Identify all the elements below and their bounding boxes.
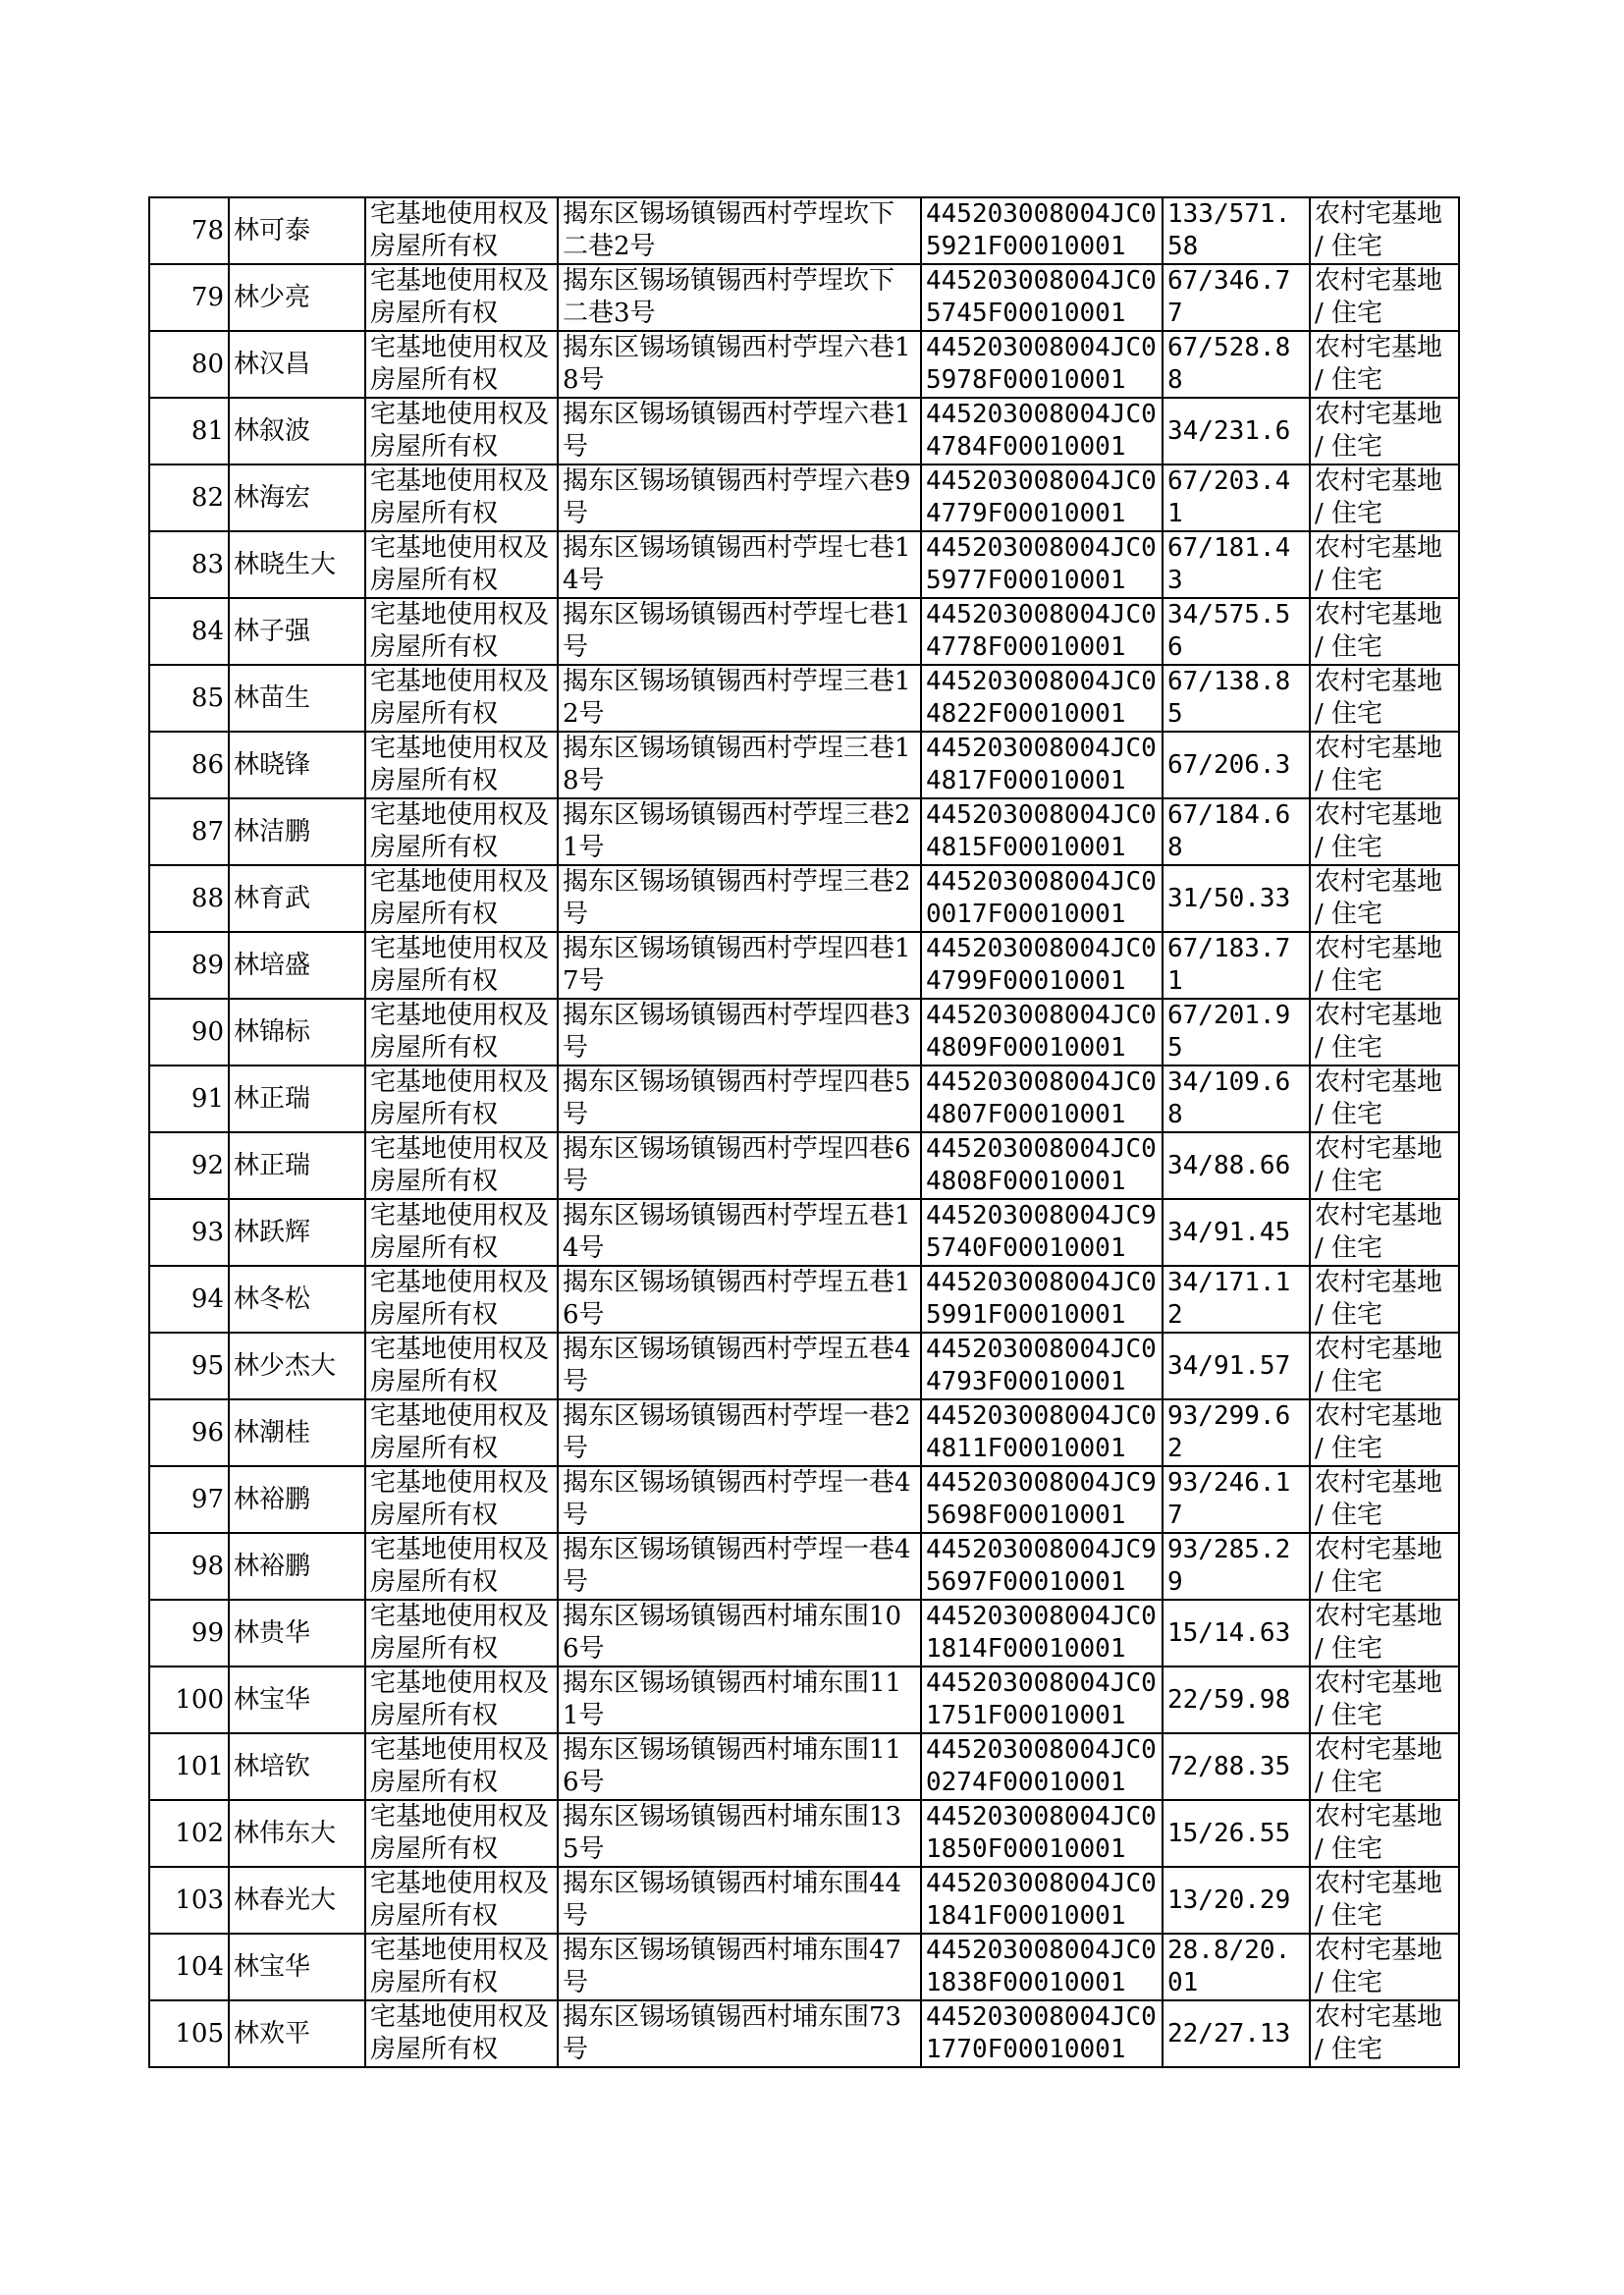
usage-type: 农村宅基地 / 住宅	[1310, 1934, 1459, 2000]
right-type: 宅基地使用权及房屋所有权	[365, 197, 558, 264]
row-number: 88	[149, 865, 229, 932]
usage-type: 农村宅基地 / 住宅	[1310, 331, 1459, 398]
usage-type: 农村宅基地 / 住宅	[1310, 1066, 1459, 1132]
row-number: 86	[149, 732, 229, 798]
unit-code: 445203008004JC04807F00010001	[921, 1066, 1163, 1132]
table-row	[149, 1867, 1459, 1934]
row-number: 93	[149, 1199, 229, 1266]
owner-name: 林子强	[229, 598, 365, 665]
row-number: 101	[149, 1733, 229, 1800]
table-row	[149, 464, 1459, 531]
usage-type: 农村宅基地 / 住宅	[1310, 865, 1459, 932]
unit-code: 445203008004JC95740F00010001	[921, 1199, 1163, 1266]
table-row	[149, 1600, 1459, 1667]
row-number: 83	[149, 531, 229, 598]
unit-code: 445203008004JC05745F00010001	[921, 264, 1163, 331]
area-value: 67/201.95	[1163, 999, 1310, 1066]
usage-type: 农村宅基地 / 住宅	[1310, 398, 1459, 464]
table-row	[149, 1132, 1459, 1199]
table-row	[149, 932, 1459, 999]
right-type: 宅基地使用权及房屋所有权	[365, 999, 558, 1066]
property-location: 揭东区锡场镇锡西村苧埕六巷9号	[558, 464, 921, 531]
unit-code: 445203008004JC04815F00010001	[921, 798, 1163, 865]
usage-type: 农村宅基地 / 住宅	[1310, 464, 1459, 531]
table-row	[149, 798, 1459, 865]
area-value: 15/26.55	[1163, 1800, 1310, 1867]
row-number: 95	[149, 1333, 229, 1399]
table-row	[149, 1533, 1459, 1600]
right-type: 宅基地使用权及房屋所有权	[365, 1399, 558, 1466]
owner-name: 林叙波	[229, 398, 365, 464]
property-location: 揭东区锡场镇锡西村苧埕一巷4号	[558, 1533, 921, 1600]
row-number: 85	[149, 665, 229, 732]
unit-code: 445203008004JC04799F00010001	[921, 932, 1163, 999]
right-type: 宅基地使用权及房屋所有权	[365, 598, 558, 665]
owner-name: 林跃辉	[229, 1199, 365, 1266]
owner-name: 林少亮	[229, 264, 365, 331]
area-value: 34/109.68	[1163, 1066, 1310, 1132]
unit-code: 445203008004JC01850F00010001	[921, 1800, 1163, 1867]
owner-name: 林宝华	[229, 1934, 365, 2000]
table-row	[149, 598, 1459, 665]
area-value: 67/528.88	[1163, 331, 1310, 398]
right-type: 宅基地使用权及房屋所有权	[365, 531, 558, 598]
usage-type: 农村宅基地 / 住宅	[1310, 197, 1459, 264]
table-row	[149, 1199, 1459, 1266]
right-type: 宅基地使用权及房屋所有权	[365, 1266, 558, 1333]
row-number: 104	[149, 1934, 229, 2000]
property-location: 揭东区锡场镇锡西村苧埕四巷3号	[558, 999, 921, 1066]
right-type: 宅基地使用权及房屋所有权	[365, 1600, 558, 1667]
area-value: 93/299.62	[1163, 1399, 1310, 1466]
owner-name: 林贵华	[229, 1600, 365, 1667]
right-type: 宅基地使用权及房屋所有权	[365, 1199, 558, 1266]
owner-name: 林汉昌	[229, 331, 365, 398]
usage-type: 农村宅基地 / 住宅	[1310, 1867, 1459, 1934]
usage-type: 农村宅基地 / 住宅	[1310, 999, 1459, 1066]
right-type: 宅基地使用权及房屋所有权	[365, 932, 558, 999]
usage-type: 农村宅基地 / 住宅	[1310, 1466, 1459, 1533]
right-type: 宅基地使用权及房屋所有权	[365, 865, 558, 932]
table-row	[149, 665, 1459, 732]
row-number: 81	[149, 398, 229, 464]
unit-code: 445203008004JC00274F00010001	[921, 1733, 1163, 1800]
right-type: 宅基地使用权及房屋所有权	[365, 1333, 558, 1399]
row-number: 90	[149, 999, 229, 1066]
property-location: 揭东区锡场镇锡西村苧埕五巷16号	[558, 1266, 921, 1333]
usage-type: 农村宅基地 / 住宅	[1310, 1667, 1459, 1733]
area-value: 28.8/20.01	[1163, 1934, 1310, 2000]
unit-code: 445203008004JC01751F00010001	[921, 1667, 1163, 1733]
owner-name: 林苗生	[229, 665, 365, 732]
property-location: 揭东区锡场镇锡西村苧埕一巷4号	[558, 1466, 921, 1533]
unit-code: 445203008004JC04809F00010001	[921, 999, 1163, 1066]
row-number: 98	[149, 1533, 229, 1600]
owner-name: 林培钦	[229, 1733, 365, 1800]
right-type: 宅基地使用权及房屋所有权	[365, 1733, 558, 1800]
right-type: 宅基地使用权及房屋所有权	[365, 1466, 558, 1533]
property-location: 揭东区锡场镇锡西村苧埕三巷21号	[558, 798, 921, 865]
property-location: 揭东区锡场镇锡西村埔东围111号	[558, 1667, 921, 1733]
usage-type: 农村宅基地 / 住宅	[1310, 1399, 1459, 1466]
table-row	[149, 1466, 1459, 1533]
area-value: 67/138.85	[1163, 665, 1310, 732]
property-location: 揭东区锡场镇锡西村苧埕一巷2号	[558, 1399, 921, 1466]
owner-name: 林宝华	[229, 1667, 365, 1733]
usage-type: 农村宅基地 / 住宅	[1310, 1132, 1459, 1199]
usage-type: 农村宅基地 / 住宅	[1310, 531, 1459, 598]
table-row	[149, 1800, 1459, 1867]
usage-type: 农村宅基地 / 住宅	[1310, 1533, 1459, 1600]
area-value: 67/206.3	[1163, 732, 1310, 798]
area-value: 93/246.17	[1163, 1466, 1310, 1533]
area-value: 34/171.12	[1163, 1266, 1310, 1333]
table-row	[149, 398, 1459, 464]
unit-code: 445203008004JC95698F00010001	[921, 1466, 1163, 1533]
table-row	[149, 197, 1459, 264]
table-row	[149, 732, 1459, 798]
usage-type: 农村宅基地 / 住宅	[1310, 1333, 1459, 1399]
table-row	[149, 999, 1459, 1066]
property-location: 揭东区锡场镇锡西村苧埕三巷18号	[558, 732, 921, 798]
unit-code: 445203008004JC04808F00010001	[921, 1132, 1163, 1199]
unit-code: 445203008004JC05921F00010001	[921, 197, 1163, 264]
row-number: 87	[149, 798, 229, 865]
property-register-table	[148, 196, 1460, 2068]
row-number: 79	[149, 264, 229, 331]
area-value: 34/91.57	[1163, 1333, 1310, 1399]
right-type: 宅基地使用权及房屋所有权	[365, 464, 558, 531]
right-type: 宅基地使用权及房屋所有权	[365, 1533, 558, 1600]
usage-type: 农村宅基地 / 住宅	[1310, 1199, 1459, 1266]
area-value: 67/203.41	[1163, 464, 1310, 531]
right-type: 宅基地使用权及房屋所有权	[365, 264, 558, 331]
area-value: 67/181.43	[1163, 531, 1310, 598]
table-row	[149, 1399, 1459, 1466]
property-location: 揭东区锡场镇锡西村苧埕七巷14号	[558, 531, 921, 598]
row-number: 82	[149, 464, 229, 531]
right-type: 宅基地使用权及房屋所有权	[365, 732, 558, 798]
unit-code: 445203008004JC01841F00010001	[921, 1867, 1163, 1934]
table-row	[149, 1934, 1459, 2000]
right-type: 宅基地使用权及房屋所有权	[365, 1066, 558, 1132]
property-location: 揭东区锡场镇锡西村苧埕四巷6号	[558, 1132, 921, 1199]
property-location: 揭东区锡场镇锡西村苧埕七巷1号	[558, 598, 921, 665]
owner-name: 林潮桂	[229, 1399, 365, 1466]
right-type: 宅基地使用权及房屋所有权	[365, 1132, 558, 1199]
owner-name: 林少杰大	[229, 1333, 365, 1399]
owner-name: 林锦标	[229, 999, 365, 1066]
owner-name: 林冬松	[229, 1266, 365, 1333]
area-value: 34/88.66	[1163, 1132, 1310, 1199]
unit-code: 445203008004JC05977F00010001	[921, 531, 1163, 598]
row-number: 84	[149, 598, 229, 665]
right-type: 宅基地使用权及房屋所有权	[365, 1667, 558, 1733]
owner-name: 林可泰	[229, 197, 365, 264]
property-location: 揭东区锡场镇锡西村埔东围106号	[558, 1600, 921, 1667]
table-row	[149, 331, 1459, 398]
area-value: 34/91.45	[1163, 1199, 1310, 1266]
unit-code: 445203008004JC01814F00010001	[921, 1600, 1163, 1667]
owner-name: 林春光大	[229, 1867, 365, 1934]
table-body	[149, 197, 1459, 2067]
row-number: 96	[149, 1399, 229, 1466]
row-number: 103	[149, 1867, 229, 1934]
unit-code: 445203008004JC04822F00010001	[921, 665, 1163, 732]
property-location: 揭东区锡场镇锡西村苧埕三巷2号	[558, 865, 921, 932]
area-value: 34/575.56	[1163, 598, 1310, 665]
usage-type: 农村宅基地 / 住宅	[1310, 1600, 1459, 1667]
right-type: 宅基地使用权及房屋所有权	[365, 398, 558, 464]
area-value: 22/27.13	[1163, 2000, 1310, 2067]
row-number: 91	[149, 1066, 229, 1132]
table-row	[149, 1667, 1459, 1733]
property-location: 揭东区锡场镇锡西村苧埕四巷17号	[558, 932, 921, 999]
unit-code: 445203008004JC04793F00010001	[921, 1333, 1163, 1399]
area-value: 67/183.71	[1163, 932, 1310, 999]
unit-code: 445203008004JC01838F00010001	[921, 1934, 1163, 2000]
unit-code: 445203008004JC00017F00010001	[921, 865, 1163, 932]
property-location: 揭东区锡场镇锡西村苧埕三巷12号	[558, 665, 921, 732]
unit-code: 445203008004JC04817F00010001	[921, 732, 1163, 798]
area-value: 34/231.6	[1163, 398, 1310, 464]
usage-type: 农村宅基地 / 住宅	[1310, 732, 1459, 798]
usage-type: 农村宅基地 / 住宅	[1310, 1266, 1459, 1333]
owner-name: 林裕鹏	[229, 1533, 365, 1600]
owner-name: 林裕鹏	[229, 1466, 365, 1533]
table-row	[149, 531, 1459, 598]
table-row	[149, 2000, 1459, 2067]
property-location: 揭东区锡场镇锡西村苧埕坎下二巷3号	[558, 264, 921, 331]
owner-name: 林晓锋	[229, 732, 365, 798]
area-value: 67/184.68	[1163, 798, 1310, 865]
table-row	[149, 1333, 1459, 1399]
area-value: 15/14.63	[1163, 1600, 1310, 1667]
property-location: 揭东区锡场镇锡西村埔东围135号	[558, 1800, 921, 1867]
table-row	[149, 865, 1459, 932]
unit-code: 445203008004JC05978F00010001	[921, 331, 1163, 398]
owner-name: 林正瑞	[229, 1066, 365, 1132]
right-type: 宅基地使用权及房屋所有权	[365, 798, 558, 865]
owner-name: 林洁鹏	[229, 798, 365, 865]
property-location: 揭东区锡场镇锡西村苧埕五巷4号	[558, 1333, 921, 1399]
unit-code: 445203008004JC95697F00010001	[921, 1533, 1163, 1600]
table-row	[149, 1266, 1459, 1333]
property-location: 揭东区锡场镇锡西村苧埕六巷18号	[558, 331, 921, 398]
owner-name: 林欢平	[229, 2000, 365, 2067]
row-number: 92	[149, 1132, 229, 1199]
row-number: 105	[149, 2000, 229, 2067]
right-type: 宅基地使用权及房屋所有权	[365, 1867, 558, 1934]
area-value: 13/20.29	[1163, 1867, 1310, 1934]
unit-code: 445203008004JC04811F00010001	[921, 1399, 1163, 1466]
row-number: 97	[149, 1466, 229, 1533]
area-value: 93/285.29	[1163, 1533, 1310, 1600]
area-value: 31/50.33	[1163, 865, 1310, 932]
right-type: 宅基地使用权及房屋所有权	[365, 1934, 558, 2000]
usage-type: 农村宅基地 / 住宅	[1310, 264, 1459, 331]
right-type: 宅基地使用权及房屋所有权	[365, 331, 558, 398]
unit-code: 445203008004JC04778F00010001	[921, 598, 1163, 665]
property-location: 揭东区锡场镇锡西村苧埕六巷1号	[558, 398, 921, 464]
usage-type: 农村宅基地 / 住宅	[1310, 665, 1459, 732]
area-value: 67/346.77	[1163, 264, 1310, 331]
usage-type: 农村宅基地 / 住宅	[1310, 932, 1459, 999]
usage-type: 农村宅基地 / 住宅	[1310, 798, 1459, 865]
right-type: 宅基地使用权及房屋所有权	[365, 665, 558, 732]
property-location: 揭东区锡场镇锡西村苧埕四巷5号	[558, 1066, 921, 1132]
owner-name: 林育武	[229, 865, 365, 932]
row-number: 89	[149, 932, 229, 999]
table-row	[149, 264, 1459, 331]
owner-name: 林晓生大	[229, 531, 365, 598]
right-type: 宅基地使用权及房屋所有权	[365, 2000, 558, 2067]
owner-name: 林海宏	[229, 464, 365, 531]
row-number: 80	[149, 331, 229, 398]
property-location: 揭东区锡场镇锡西村苧埕坎下二巷2号	[558, 197, 921, 264]
unit-code: 445203008004JC01770F00010001	[921, 2000, 1163, 2067]
owner-name: 林正瑞	[229, 1132, 365, 1199]
table-row	[149, 1733, 1459, 1800]
unit-code: 445203008004JC04779F00010001	[921, 464, 1163, 531]
row-number: 94	[149, 1266, 229, 1333]
usage-type: 农村宅基地 / 住宅	[1310, 1800, 1459, 1867]
property-location: 揭东区锡场镇锡西村埔东围44号	[558, 1867, 921, 1934]
area-value: 133/571.58	[1163, 197, 1310, 264]
property-location: 揭东区锡场镇锡西村埔东围73号	[558, 2000, 921, 2067]
owner-name: 林培盛	[229, 932, 365, 999]
table-row	[149, 1066, 1459, 1132]
row-number: 102	[149, 1800, 229, 1867]
unit-code: 445203008004JC05991F00010001	[921, 1266, 1163, 1333]
property-location: 揭东区锡场镇锡西村苧埕五巷14号	[558, 1199, 921, 1266]
property-location: 揭东区锡场镇锡西村埔东围47号	[558, 1934, 921, 2000]
row-number: 100	[149, 1667, 229, 1733]
right-type: 宅基地使用权及房屋所有权	[365, 1800, 558, 1867]
area-value: 72/88.35	[1163, 1733, 1310, 1800]
usage-type: 农村宅基地 / 住宅	[1310, 1733, 1459, 1800]
usage-type: 农村宅基地 / 住宅	[1310, 2000, 1459, 2067]
usage-type: 农村宅基地 / 住宅	[1310, 598, 1459, 665]
area-value: 22/59.98	[1163, 1667, 1310, 1733]
owner-name: 林伟东大	[229, 1800, 365, 1867]
row-number: 78	[149, 197, 229, 264]
unit-code: 445203008004JC04784F00010001	[921, 398, 1163, 464]
property-location: 揭东区锡场镇锡西村埔东围116号	[558, 1733, 921, 1800]
row-number: 99	[149, 1600, 229, 1667]
